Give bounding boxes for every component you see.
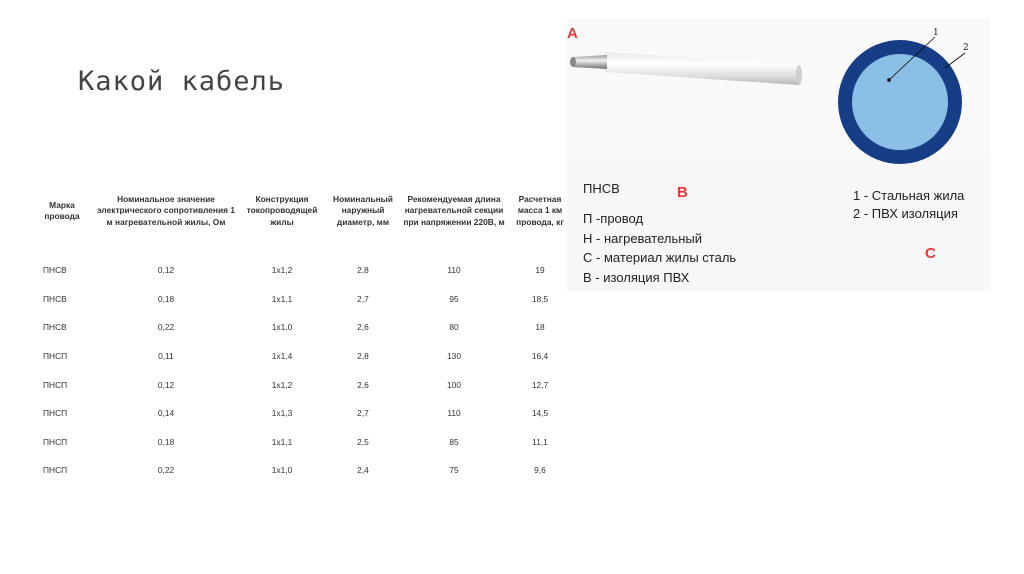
figure-label-a: A [567, 25, 578, 42]
steel-core-shape [573, 55, 607, 69]
figure-label-c: C [925, 245, 936, 262]
cell-length: 110 [447, 265, 461, 276]
cell-mass: 9,6 [534, 465, 546, 476]
page-title: Какой кабель [78, 66, 286, 97]
cable-photo [567, 45, 807, 95]
cell-construction: 1х1,0 [271, 465, 293, 476]
cell-construction: 1х1,0 [271, 322, 293, 333]
cell-construction: 1х1,4 [271, 351, 293, 362]
cell-resistance: 0,14 [157, 408, 175, 419]
cell-construction: 1х1,1 [271, 293, 293, 304]
steel-core-circle [852, 54, 948, 150]
cell-length: 100 [447, 379, 461, 390]
insulation-shape [605, 52, 799, 85]
table-row [30, 285, 572, 314]
cell-resistance: 0,18 [157, 436, 175, 447]
cross-section-diagram [832, 22, 978, 166]
cell-diameter: 2,6 [357, 322, 369, 333]
cell-brand: ПНСВ [43, 265, 67, 276]
cell-mass: 16,4 [531, 351, 549, 362]
cell-mass: 12,7 [531, 379, 549, 390]
legend-item: 1 - Стальная жила [853, 188, 965, 203]
cell-mass: 18,5 [531, 293, 549, 304]
table-header-row [30, 166, 572, 256]
cell-diameter: 2,8 [357, 351, 369, 362]
cell-brand: ПНСП [43, 351, 68, 362]
cell-construction: 1х1,2 [271, 265, 293, 276]
decoding-item: В - изоляция ПВХ [583, 269, 690, 285]
cell-construction: 1х1,1 [271, 436, 293, 447]
cell-diameter: 2,7 [357, 408, 369, 419]
cell-brand: ПНСП [43, 408, 68, 419]
cell-length: 130 [447, 351, 461, 362]
decoding-list [583, 209, 736, 287]
cell-length: 80 [449, 322, 459, 333]
cell-diameter: 2,6 [357, 379, 369, 390]
decoding-item: С - материал жилы сталь [583, 250, 737, 265]
cell-mass: 14,5 [531, 408, 549, 419]
cell-brand: ПНСВ [43, 293, 67, 304]
table-row [30, 399, 572, 428]
cell-brand: ПНСП [43, 379, 68, 390]
decoding-item: П -провод [583, 211, 644, 226]
header-resistance: Номинальное значение электрического сопротивления 1 м нагревательной жилы, Ом [96, 193, 235, 227]
cell-diameter: 2,7 [357, 293, 369, 304]
cell-resistance: 0,18 [157, 293, 175, 304]
cell-length: 95 [449, 293, 459, 304]
header-brand: Марка провода [44, 199, 80, 221]
legend-item: 2 - ПВХ изоляция [853, 206, 958, 221]
table-row [30, 313, 572, 342]
cell-length: 85 [449, 436, 459, 447]
header-length: Рекомендуемая длина нагревательной секции при напряжении 220В, м [403, 193, 505, 227]
cell-resistance: 0,11 [158, 351, 174, 362]
cell-brand: ПНСП [43, 436, 68, 447]
table-row [30, 428, 572, 457]
cell-construction: 1х1,2 [271, 379, 293, 390]
cell-mass: 11,1 [532, 436, 548, 447]
table-row [30, 370, 572, 399]
marker-1: 1 [933, 28, 939, 38]
cell-length: 110 [447, 408, 461, 419]
table-row [30, 342, 572, 371]
cable-end [796, 65, 802, 85]
cell-brand: ПНСП [43, 465, 68, 476]
cell-diameter: 2,4 [357, 465, 369, 476]
header-mass: Расчетная масса 1 км провода, кг [516, 193, 564, 227]
decoding-item: Н - нагревательный [583, 230, 703, 246]
marker-2: 2 [963, 43, 969, 53]
table-row [30, 456, 572, 485]
cell-brand: ПНСВ [43, 322, 67, 333]
cell-mass: 19 [535, 265, 545, 276]
header-construction: Конструкция токопроводящей жилы [246, 193, 318, 227]
cell-resistance: 0,12 [157, 379, 175, 390]
cell-resistance: 0,12 [157, 265, 175, 276]
table-row [30, 256, 572, 285]
brand-code: ПНСВ [583, 181, 620, 196]
cell-resistance: 0,22 [157, 465, 175, 476]
cell-diameter: 2,8 [357, 265, 369, 276]
header-diameter: Номинальный наружный диаметр, мм [333, 193, 393, 227]
cell-resistance: 0,22 [157, 322, 175, 333]
figure-label-b: B [677, 184, 688, 201]
cross-section-legend [853, 187, 964, 223]
leader-line-2 [945, 53, 965, 68]
cable-spec-table [30, 166, 572, 485]
cell-diameter: 2,5 [357, 436, 369, 447]
cell-construction: 1х1,3 [271, 408, 293, 419]
cell-length: 75 [449, 465, 459, 476]
cell-mass: 18 [535, 322, 545, 333]
core-tip [570, 57, 576, 67]
